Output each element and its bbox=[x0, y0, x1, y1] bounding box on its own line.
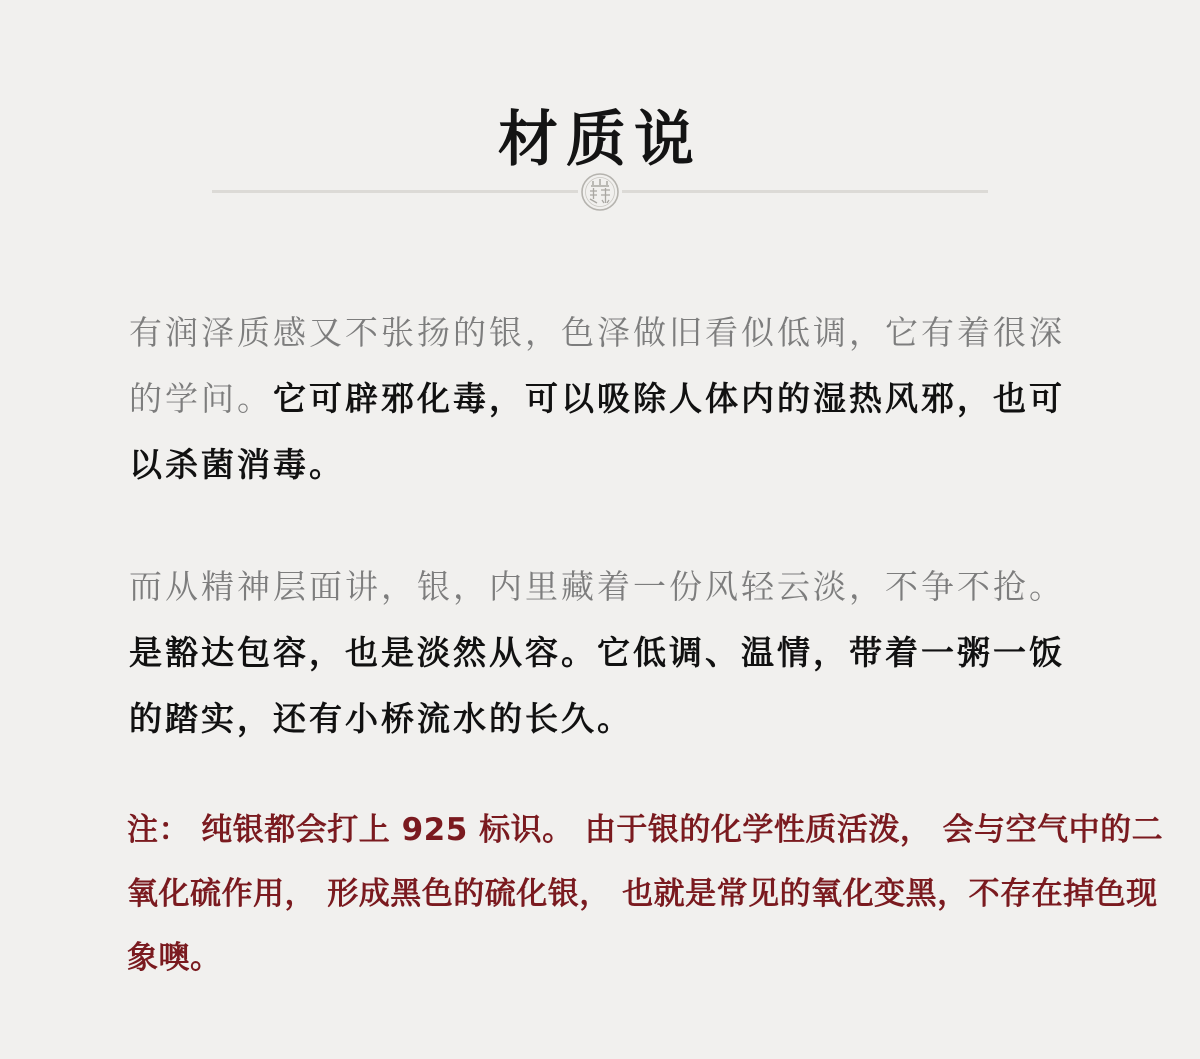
paragraph-1 bbox=[129, 300, 1079, 498]
divider-line-right bbox=[622, 190, 988, 193]
divider-line-left bbox=[212, 190, 578, 193]
round-seal-icon bbox=[580, 172, 620, 212]
care-note: 注： 纯银都会打上 925 标识。 由于银的化学性质活泼， 会与空气中的二氧化硫作用， 形成黑色的硫化银， 也就是常见的氧化变黑，不存在掉色现象噢。 bbox=[127, 812, 1164, 976]
title-divider bbox=[212, 170, 988, 214]
paragraph-2-emphasis: 是豁达包容，也是淡然从容。它低调、温情，带着一粥一饭的踏实，还有小桥流水的长久。 bbox=[129, 633, 1065, 738]
page-title: 材质说 bbox=[498, 105, 702, 176]
paragraph-2 bbox=[129, 554, 1079, 752]
paragraph-1-emphasis: 它可辟邪化毒，可以吸除人体内的湿热风邪，也可以杀菌消毒。 bbox=[129, 379, 1065, 484]
paragraph-2-muted: 而从精神层面讲，银，内里藏着一份风轻云淡，不争不抢。 bbox=[129, 567, 1065, 606]
paragraph-1-muted: 有润泽质感又不张扬的银，色泽做旧看似低调，它有着很深的学问。 bbox=[129, 313, 1065, 418]
